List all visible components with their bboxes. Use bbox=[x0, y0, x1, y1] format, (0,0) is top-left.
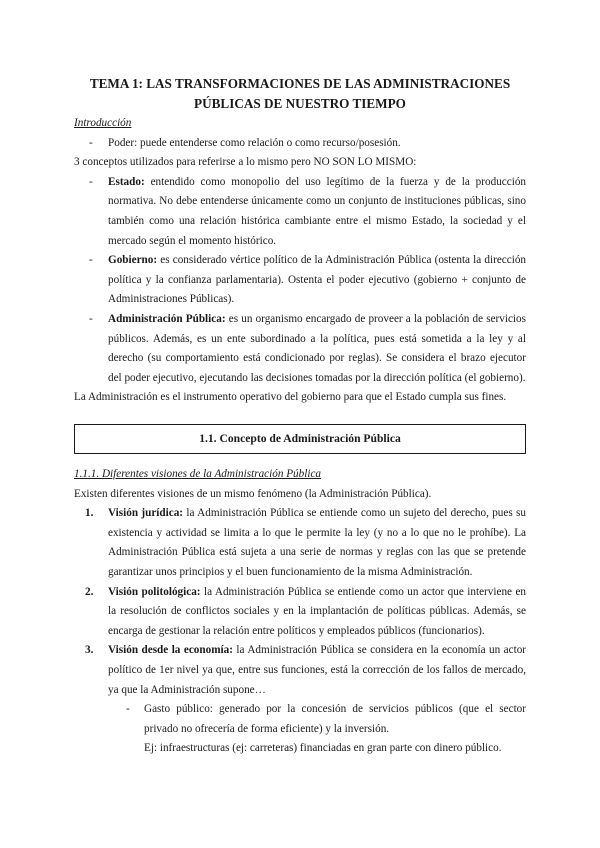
visions-lead: Existen diferentes visiones de un mismo fenómeno (la Administración Pública). bbox=[74, 487, 432, 500]
concept-text: entendido como monopolio del uso legítimo de la fuerza y de la producción normativa. No debe entenderse únicamente como un conjunto de instituciones públicas, sino también como una relación histórica cambiante entre el mismo Estado, la sociedad y el mercado según el momento histórico. bbox=[108, 175, 527, 247]
concept-gobierno bbox=[74, 251, 526, 310]
intro-section bbox=[74, 114, 526, 408]
example-text: Ej: infraestructuras (ej: carreteras) financiadas en gran parte con dinero público. bbox=[144, 742, 502, 755]
sub-heading: 1.1.1. Diferentes visiones de la Administración Pública bbox=[74, 468, 322, 480]
section-title-box bbox=[74, 424, 526, 454]
vision-text: la Administración Pública se considera en la economía un actor político de 1er nivel ya que, entre sus funciones, está la corrección de los fallos de mercado, ya que la Administración supone… bbox=[108, 644, 527, 696]
vision-term: Visión politológica: bbox=[108, 585, 201, 598]
dash-marker: - bbox=[89, 254, 93, 267]
dash-marker: - bbox=[126, 703, 130, 716]
vision-term: Visión jurídica: bbox=[108, 507, 184, 520]
title-line-1: TEMA 1: LAS TRANSFORMACIONES DE LAS ADMINISTRACIONES bbox=[89, 76, 511, 91]
concepts-lead: 3 conceptos utilizados para referirse a lo mismo pero NO SON LO MISMO: bbox=[74, 156, 417, 169]
concept-term: Administración Pública: bbox=[108, 312, 226, 325]
page-title bbox=[60, 74, 540, 114]
dash-marker: - bbox=[89, 136, 93, 149]
title-line-2: PÚBLICAS DE NUESTRO TIEMPO bbox=[194, 96, 406, 111]
vision-number: 2. bbox=[85, 585, 94, 598]
poder-bullet bbox=[74, 134, 526, 154]
concept-text: es un organismo encargado de proveer a la población de servicios públicos. Además, es un ente subordinado a la política, pues está sometida a la ley y al derecho (su comportamiento está condicionado por reglas). Se considera el brazo ejecutor del poder ejecutivo, ejecutando las decisiones tomadas por la dirección política (el gobierno). bbox=[108, 312, 526, 384]
dash-marker: - bbox=[89, 312, 93, 325]
poder-text: Poder: puede entenderse como relación o como recurso/posesión. bbox=[108, 136, 401, 149]
concept-term: Estado: bbox=[108, 175, 145, 188]
dash-marker: - bbox=[89, 175, 93, 188]
vision-juridica bbox=[74, 504, 526, 582]
concept-estado bbox=[74, 173, 526, 251]
vision-term: Visión desde la economía: bbox=[108, 644, 233, 657]
gasto-publico-bullet bbox=[74, 700, 526, 739]
vision-number: 1. bbox=[85, 507, 94, 520]
visions-section bbox=[74, 465, 526, 759]
vision-text: la Administración Pública se entiende como un sujeto del derecho, pues su existencia y actividad se limita a lo que le permite la ley (y no a lo que no le prohíbe). La Administración Pública está sujeta a una serie de normas y reglas con las que se pretende garantizar unos principios y el buen funcionamiento de la misma Administración. bbox=[108, 507, 527, 578]
intro-closing: La Administración es el instrumento operativo del gobierno para que el Estado cumpla sus fines. bbox=[74, 391, 507, 404]
vision-economia bbox=[74, 641, 526, 700]
vision-number: 3. bbox=[85, 644, 94, 657]
concept-term: Gobierno: bbox=[108, 254, 158, 267]
concept-administracion bbox=[74, 310, 526, 388]
concept-text: es considerado vértice político de la Administración Pública (ostenta la dirección política y la confianza parlamentaria). Ostenta el poder ejecutivo (gobierno + conjunto de Administraciones Públicas). bbox=[108, 254, 527, 306]
intro-heading: Introducción bbox=[74, 117, 132, 129]
vision-text: la Administración Pública se entiende como un actor que interviene en la resolución de conflictos sociales y en la implantación de políticas públicas. Además, se encarga de gestionar la relación entre políticos y empleados públicos (funcionarios). bbox=[108, 585, 526, 637]
gasto-publico-text: Gasto público: generado por la concesión de servicios públicos (que el sector privado no ofrecería de forma eficiente) y la inversión. bbox=[144, 703, 526, 735]
vision-politologica bbox=[74, 583, 526, 642]
section-title: 1.1. Concepto de Administración Pública bbox=[199, 432, 401, 445]
